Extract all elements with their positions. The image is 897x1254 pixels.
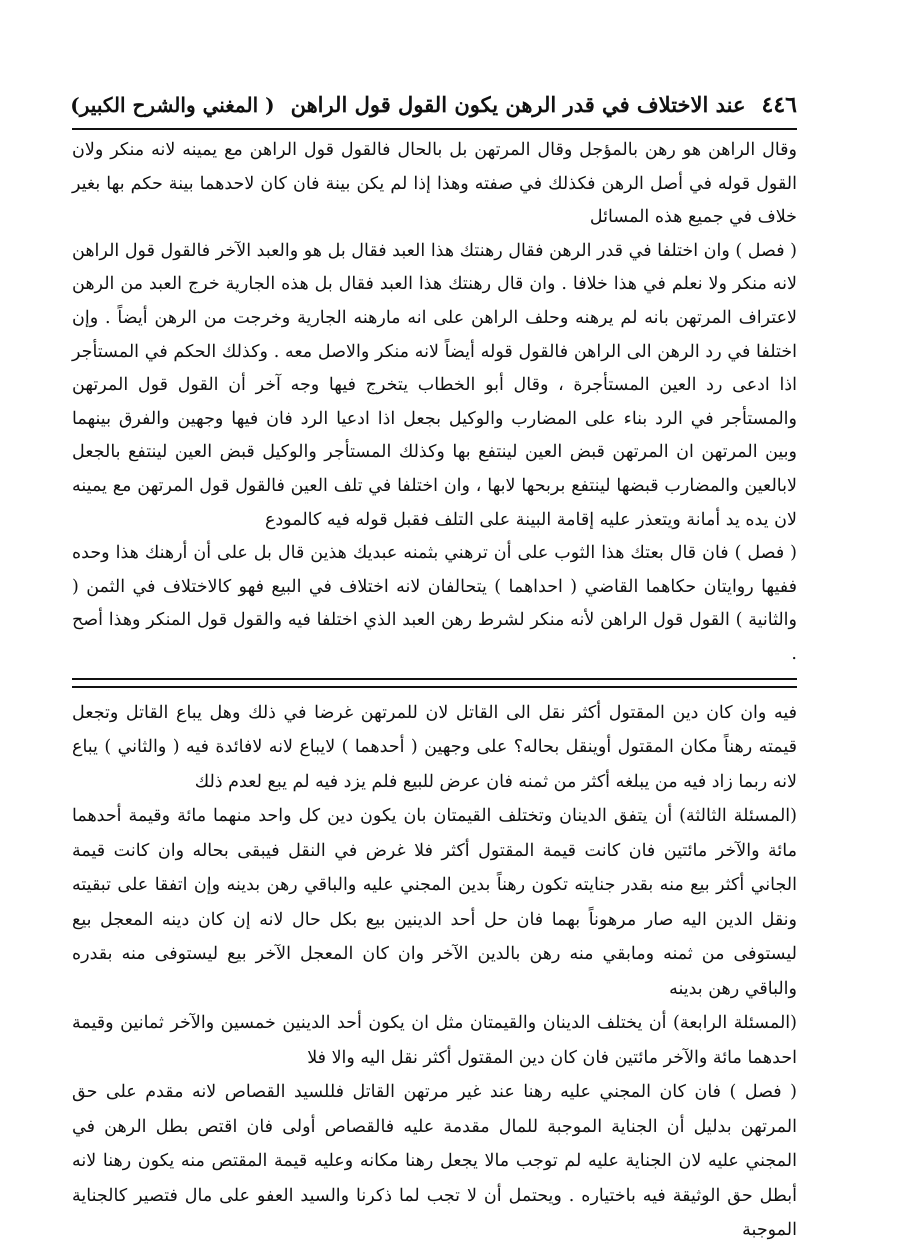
- paragraph: فيه وان كان دين المقتول أكثر نقل الى القاتل لان للمرتهن غرضا في ذلك وهل يباع القاتل وتجعل قيمته رهناً مكان المقتول أوينقل بحاله؟ على وجهين ( أحدهما ) لايباع لانه لافائدة فيه ( والثاني ) يباع لانه ربما زاد فيه من يبلغه أكثر من ثمنه فان عرض للبيع فلم يزد فيه لم يبع لعدم ذلك: [72, 702, 797, 792]
- section-divider: [72, 678, 797, 688]
- book-title: ( المغني والشرح الكبير): [70, 93, 275, 117]
- paragraph: (المسئلة الرابعة) أن يختلف الدينان والقيمتان مثل ان يكون أحد الدينين خمسين والآخر ثمانين وقيمة احدهما مائة والآخر مائتين فان كان دين المقتول أكثر نقل اليه والا فلا: [72, 1013, 797, 1068]
- paragraph: ( فصل ) فان قال بعتك هذا الثوب على أن ترهني بثمنه عبديك هذين قال بل على أن أرهنك هذا وحده ففيها روايتان حكاهما القاضي ( احداهما ) يتحالفان لانه اختلاف في البيع فهو كالاختلاف في الثمن ( والثانية ) القول قول الراهن لأنه منكر لشرط رهن العبد الذي اختلفا فيه والقول قول المنكر وهذا أصح .: [72, 543, 797, 664]
- paragraph: وقال الراهن هو رهن بالمؤجل وقال المرتهن بل بالحال فالقول قول الراهن مع يمينه لانه منكر ولان القول قوله في أصل الرهن فكذلك في صفته وهذا إذا لم يكن بينة فان كان لاحدهما بينة حكم بها بغير خلاف في جميع هذه المسائل: [72, 140, 797, 228]
- paragraph: (المسئلة الثالثة) أن يتفق الدينان وتختلف القيمتان بان يكون دين كل واحد منهما مائة وقيمة أحدهما مائة والآخر مائتين فان كانت قيمة المقتول أكثر فلا غرض في النقل فيبقى بحاله وان كانت قيمة الجاني أكثر بيع منه بقدر جنايته تكون رهناً بدين المجني عليه والباقي رهن بدينه وإن اتفقا على تبقيته ونقل الدين اليه صار مرهوناً بهما فان حل أحد الدينين بيع بكل حال لانه إن كان دينه المعجل بيع ليستوفى من ثمنه ومابقي منه رهن بالدين الآخر وان كان المعجل الآخر بيع ليستوفى منه بقدره والباقي رهن بدينه: [72, 806, 797, 999]
- running-title: عند الاختلاف في قدر الرهن يكون القول قول الراهن: [290, 92, 746, 117]
- running-header: [72, 92, 797, 128]
- paragraph: ( فصل ) وان اختلفا في قدر الرهن فقال رهنتك هذا العبد فقال بل هو والعبد الآخر فالقول قول الراهن لانه منكر ولا نعلم في هذا خلافا . وان قال رهنتك هذا العبد فقال بل هذه الجارية خرج العبد من الرهن لاعتراف المرتهن بانه لم يرهنه وحلف الراهن على انه مارهنه الجارية وخرجت من الرهن أيضاً . وإن اختلفا في رد الرهن الى الراهن فالقول قوله أيضاً لانه منكر والاصل معه . وكذلك الحكم في المستأجر اذا ادعى رد العين المستأجرة ، وقال أبو الخطاب يتخرج فيها وجه آخر أن القول قول المرتهن والمستأجر في الرد بناء على المضارب والوكيل بجعل اذا ادعيا الرد فان فيها وجهين والفرق بينهما وبين المرتهن ان المرتهن قبض العين لينتفع بها وكذلك المستأجر والوكيل قبض العين لينتفع بالجعل لابالعين والمضارب قبضها لينتفع بربحها لابها ، وان اختلفا في تلف العين فالقول قول المرتهن مع يمينه لان يده يد أمانة ويتعذر عليه إقامة البينة على التلف فقبل قوله فيه كالمودع: [72, 240, 797, 530]
- page-number: ٤٤٦: [761, 92, 797, 118]
- paragraph: ( فصل ) فان كان المجني عليه رهنا عند غير مرتهن القاتل فللسيد القصاص لانه مقدم على حق المرتهن بدليل أن الجناية الموجبة للمال مقدمة عليه فالقصاص أولى فان اقتص بطل الرهن في المجني عليه لان الجناية عليه لم توجب مالا يجعل رهنا مكانه وعليه قيمة المقتص منه يكون رهنا لانه أبطل حق الوثيقة فيه باختياره . ويحتمل أن لا تجب لما ذكرنا والسيد العفو على مال فتصير كالجناية الموجبة: [72, 1082, 797, 1240]
- lower-section: [72, 696, 797, 1248]
- upper-section: [72, 134, 797, 672]
- header-rule: [72, 128, 797, 130]
